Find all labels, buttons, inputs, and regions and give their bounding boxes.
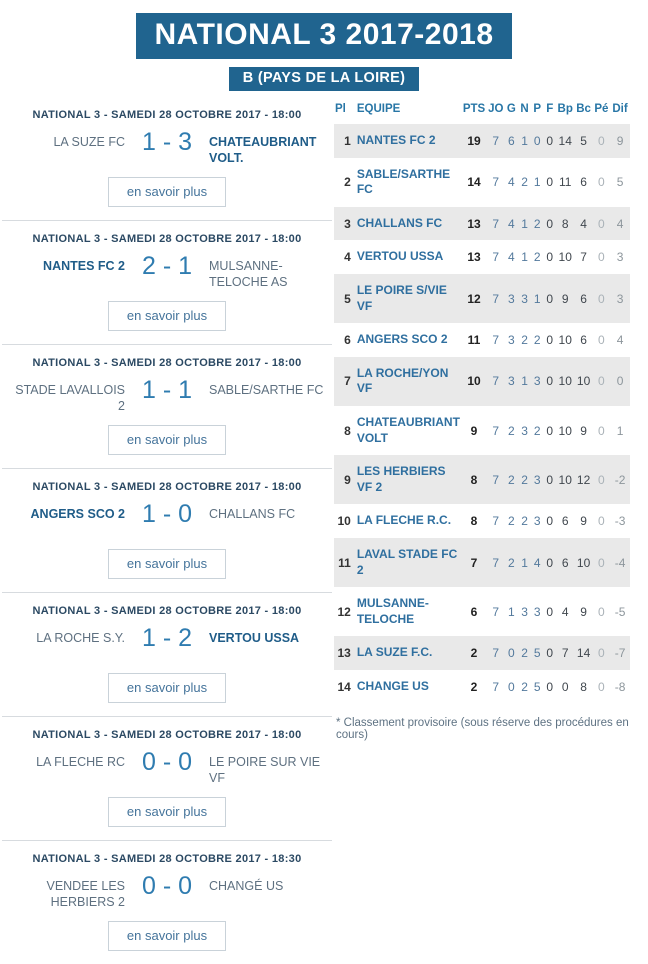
team-link-cell[interactable]: LA SUZE F.C. xyxy=(356,645,433,660)
match-card xyxy=(2,841,332,951)
team-link-cell[interactable]: CHALLANS FC xyxy=(356,215,443,230)
stat-cell-pl: 12 xyxy=(337,604,351,619)
match-score: 2 - 1 xyxy=(141,252,193,280)
match-heading: NATIONAL 3 - SAMEDI 28 OCTOBRE 2017 - 18:00 xyxy=(32,109,302,121)
stat-cell-p: 2 xyxy=(533,250,541,265)
stat-cell-p: 2 xyxy=(533,332,541,347)
team-link-cell[interactable]: CHANGE US xyxy=(356,678,429,693)
stat-cell-dif: -3 xyxy=(614,514,626,529)
team-link-cell[interactable]: ANGERS SCO 2 xyxy=(356,332,448,347)
stat-cell-bp: 10 xyxy=(558,472,572,487)
stat-cell-bc: 6 xyxy=(580,175,587,190)
stat-cell-pe: 0 xyxy=(598,216,605,231)
stat-cell-g: 3 xyxy=(507,374,515,389)
stat-cell-p: 3 xyxy=(533,604,541,619)
away-team-name: CHATEAUBRIANT VOLT. xyxy=(209,135,317,166)
match-heading: NATIONAL 3 - SAMEDI 28 OCTOBRE 2017 - 18:00 xyxy=(32,357,302,369)
stat-cell-pl: 3 xyxy=(344,216,351,231)
match-score: 0 - 0 xyxy=(141,872,193,900)
stat-cell-g: 4 xyxy=(507,175,515,190)
team-link-cell[interactable]: LAVAL STADE FC 2 xyxy=(356,546,458,577)
away-team-name: CHANGÉ US xyxy=(209,879,284,893)
stat-cell-jo: 7 xyxy=(492,250,500,265)
stat-cell-dif: -4 xyxy=(614,555,626,570)
stat-cell-bp: 10 xyxy=(558,423,572,438)
team-link-cell[interactable]: VERTOU USSA xyxy=(356,249,444,264)
match-score: 1 - 2 xyxy=(141,624,193,652)
stat-cell-pts: 10 xyxy=(467,374,481,389)
stat-cell-dif: 4 xyxy=(616,332,624,347)
more-info-button[interactable]: en savoir plus xyxy=(108,301,226,331)
content-columns xyxy=(0,97,648,964)
stat-cell-p: 3 xyxy=(533,472,541,487)
match-score-row xyxy=(2,251,332,291)
stat-cell-bp: 6 xyxy=(561,514,569,529)
stat-cell-f: 0 xyxy=(546,175,554,190)
team-link-cell[interactable]: LE POIRE S/VIE VF xyxy=(356,282,447,313)
stat-cell-pl: 6 xyxy=(344,332,351,347)
stat-cell-g: 4 xyxy=(507,216,515,231)
match-heading: NATIONAL 3 - SAMEDI 28 OCTOBRE 2017 - 18:00 xyxy=(32,481,302,493)
match-results-column xyxy=(0,97,334,964)
stat-cell-g: 0 xyxy=(507,646,515,661)
match-card xyxy=(2,97,332,221)
stat-cell-n: 3 xyxy=(521,423,528,438)
match-score: 1 - 1 xyxy=(141,376,193,404)
table-row xyxy=(334,357,630,406)
table-row xyxy=(334,455,630,504)
col-header-jo: JO xyxy=(488,103,504,115)
stat-cell-n: 3 xyxy=(521,604,528,619)
stat-cell-pe: 0 xyxy=(598,423,605,438)
stat-cell-p: 1 xyxy=(533,175,541,190)
stat-cell-dif: 3 xyxy=(616,250,624,265)
stat-cell-dif: 1 xyxy=(616,423,624,438)
stat-cell-pe: 0 xyxy=(598,374,605,389)
match-score: 1 - 3 xyxy=(141,128,193,156)
table-row xyxy=(334,587,630,636)
table-row xyxy=(334,240,630,274)
stat-cell-pe: 0 xyxy=(598,604,605,619)
stat-cell-p: 0 xyxy=(533,133,541,148)
home-team-name: ANGERS SCO 2 xyxy=(30,507,125,521)
stat-cell-jo: 7 xyxy=(492,555,500,570)
away-team-name: VERTOU USSA xyxy=(209,631,300,645)
stat-cell-bc: 6 xyxy=(580,332,587,347)
stat-cell-bp: 4 xyxy=(561,604,569,619)
stat-cell-pl: 13 xyxy=(337,646,351,661)
stat-cell-bc: 9 xyxy=(580,604,587,619)
stat-cell-f: 0 xyxy=(546,472,554,487)
col-header-p: P xyxy=(533,103,542,115)
stat-cell-pts: 2 xyxy=(470,679,478,694)
table-row xyxy=(334,124,630,158)
match-score-row xyxy=(2,127,332,167)
stat-cell-pts: 8 xyxy=(470,472,478,487)
stat-cell-f: 0 xyxy=(546,216,554,231)
stat-cell-g: 2 xyxy=(507,423,515,438)
stat-cell-pl: 4 xyxy=(344,250,351,265)
table-row xyxy=(334,636,630,670)
header xyxy=(0,0,648,59)
group-title: B (PAYS DE LA LOIRE) xyxy=(229,67,420,91)
stat-cell-pts: 6 xyxy=(470,604,478,619)
stat-cell-n: 1 xyxy=(521,216,528,231)
stat-cell-bp: 14 xyxy=(558,133,572,148)
stat-cell-jo: 7 xyxy=(492,216,500,231)
stat-cell-dif: -7 xyxy=(614,646,626,661)
stat-cell-n: 1 xyxy=(521,555,528,570)
stat-cell-pts: 14 xyxy=(467,175,481,190)
table-row xyxy=(334,207,630,241)
stat-cell-bp: 10 xyxy=(558,332,572,347)
more-info-button[interactable]: en savoir plus xyxy=(108,797,226,827)
stat-cell-f: 0 xyxy=(546,555,554,570)
stat-cell-jo: 7 xyxy=(492,374,500,389)
col-header-pe: Pé xyxy=(594,103,609,115)
more-info-button[interactable]: en savoir plus xyxy=(108,921,226,951)
stat-cell-bc: 9 xyxy=(580,423,587,438)
stat-cell-bp: 9 xyxy=(561,291,569,306)
home-team-name: NANTES FC 2 xyxy=(43,259,125,273)
standings-table xyxy=(334,97,630,703)
stat-cell-g: 0 xyxy=(507,679,515,694)
stat-cell-bc: 5 xyxy=(580,133,587,148)
table-row xyxy=(334,538,630,587)
match-score-row xyxy=(2,499,332,539)
stat-cell-pts: 11 xyxy=(467,332,481,347)
stat-cell-pl: 10 xyxy=(337,514,351,529)
stat-cell-jo: 7 xyxy=(492,646,500,661)
stat-cell-n: 2 xyxy=(521,514,528,529)
stat-cell-bc: 4 xyxy=(580,216,587,231)
stat-cell-p: 5 xyxy=(533,646,541,661)
stat-cell-pts: 13 xyxy=(467,216,481,231)
stat-cell-p: 2 xyxy=(533,423,541,438)
page-title: NATIONAL 3 2017-2018 xyxy=(136,13,511,59)
away-team-name: SABLE/SARTHE FC xyxy=(209,383,324,397)
stat-cell-n: 1 xyxy=(521,133,528,148)
stat-cell-pts: 2 xyxy=(470,646,478,661)
table-row xyxy=(334,323,630,357)
stat-cell-dif: 4 xyxy=(616,216,624,231)
stat-cell-jo: 7 xyxy=(492,291,500,306)
col-header-n: N xyxy=(520,103,529,115)
stat-cell-g: 6 xyxy=(507,133,515,148)
table-footnote: * Classement provisoire (sous réserve des procédures en cours) xyxy=(336,717,629,742)
stat-cell-jo: 7 xyxy=(492,133,500,148)
stat-cell-bc: 8 xyxy=(580,679,587,694)
table-row xyxy=(334,670,630,704)
match-card xyxy=(2,221,332,345)
stat-cell-p: 4 xyxy=(533,555,541,570)
stat-cell-n: 2 xyxy=(521,679,528,694)
stat-cell-dif: 5 xyxy=(616,175,624,190)
away-team-name: MULSANNE-TELOCHE AS xyxy=(209,259,288,290)
stat-cell-g: 3 xyxy=(507,291,515,306)
stat-cell-p: 2 xyxy=(533,216,541,231)
stat-cell-pl: 8 xyxy=(344,423,351,438)
stat-cell-f: 0 xyxy=(546,514,554,529)
stat-cell-pts: 12 xyxy=(467,291,481,306)
stat-cell-f: 0 xyxy=(546,291,554,306)
more-button-wrap xyxy=(2,921,332,951)
stat-cell-n: 1 xyxy=(521,374,528,389)
match-score: 1 - 0 xyxy=(141,500,193,528)
stat-cell-jo: 7 xyxy=(492,332,500,347)
stat-cell-bc: 7 xyxy=(580,250,587,265)
stat-cell-pts: 7 xyxy=(470,555,478,570)
stat-cell-g: 2 xyxy=(507,472,515,487)
stat-cell-f: 0 xyxy=(546,604,554,619)
stat-cell-pl: 14 xyxy=(337,679,351,694)
stat-cell-n: 2 xyxy=(521,646,528,661)
team-link-cell[interactable]: SABLE/SARTHE FC xyxy=(356,166,451,197)
stat-cell-g: 3 xyxy=(507,332,515,347)
stat-cell-f: 0 xyxy=(546,374,554,389)
match-heading: NATIONAL 3 - SAMEDI 28 OCTOBRE 2017 - 18:00 xyxy=(32,729,302,741)
stat-cell-n: 2 xyxy=(521,332,528,347)
match-heading: NATIONAL 3 - SAMEDI 28 OCTOBRE 2017 - 18:30 xyxy=(32,853,302,865)
match-score-row xyxy=(2,623,332,663)
stat-cell-dif: 9 xyxy=(616,133,624,148)
team-link-cell[interactable]: NANTES FC 2 xyxy=(356,133,436,147)
more-button-wrap xyxy=(2,673,332,703)
more-button-wrap xyxy=(2,425,332,455)
stat-cell-dif: 0 xyxy=(616,374,624,389)
stat-cell-dif: 3 xyxy=(616,291,624,306)
stat-cell-bc: 14 xyxy=(576,646,591,661)
stat-cell-pe: 0 xyxy=(598,679,605,694)
stat-cell-pl: 2 xyxy=(344,175,351,190)
stat-cell-pe: 0 xyxy=(598,555,605,570)
table-row xyxy=(334,158,630,207)
stat-cell-n: 2 xyxy=(521,472,528,487)
stat-cell-pe: 0 xyxy=(598,133,605,148)
stat-cell-f: 0 xyxy=(546,250,554,265)
subheader xyxy=(0,67,648,91)
col-header-team: EQUIPE xyxy=(356,103,401,115)
stat-cell-g: 1 xyxy=(507,604,515,619)
team-link-cell[interactable]: MULSANNE-TELOCHE xyxy=(356,596,429,626)
team-link-cell[interactable]: LA ROCHE/YON VF xyxy=(356,365,449,396)
stat-cell-dif: -2 xyxy=(614,472,626,487)
stat-cell-p: 3 xyxy=(533,374,541,389)
stat-cell-n: 3 xyxy=(521,291,528,306)
match-card xyxy=(2,717,332,841)
away-team-name: CHALLANS FC xyxy=(209,507,296,521)
stat-cell-g: 2 xyxy=(507,555,515,570)
stat-cell-pts: 13 xyxy=(467,250,481,265)
match-heading: NATIONAL 3 - SAMEDI 28 OCTOBRE 2017 - 18:00 xyxy=(32,605,302,617)
home-team-name: LA ROCHE S.Y. xyxy=(36,631,125,645)
stat-cell-pts: 19 xyxy=(467,133,481,148)
col-header-dif: Dif xyxy=(612,103,628,115)
stat-cell-bp: 8 xyxy=(561,216,569,231)
stat-cell-f: 0 xyxy=(546,133,554,148)
stat-cell-pl: 11 xyxy=(338,555,351,570)
stat-cell-pe: 0 xyxy=(598,514,605,529)
stat-cell-bp: 7 xyxy=(561,646,569,661)
more-info-button[interactable]: en savoir plus xyxy=(108,425,226,455)
table-row xyxy=(334,406,630,455)
stat-cell-dif: -5 xyxy=(614,604,626,619)
stat-cell-pl: 7 xyxy=(344,374,351,389)
more-info-button[interactable]: en savoir plus xyxy=(108,177,226,207)
match-score-row xyxy=(2,871,332,911)
team-link-cell[interactable]: CHATEAUBRIANT VOLT xyxy=(356,414,460,445)
stat-cell-bc: 10 xyxy=(576,374,591,389)
match-card xyxy=(2,593,332,717)
stat-cell-bp: 10 xyxy=(558,250,572,265)
stat-cell-n: 1 xyxy=(521,250,528,265)
team-link-cell[interactable]: LES HERBIERS VF 2 xyxy=(356,464,446,494)
match-score: 0 - 0 xyxy=(141,748,193,776)
match-score-row xyxy=(2,375,332,415)
table-row xyxy=(334,274,630,323)
stat-cell-jo: 7 xyxy=(492,514,500,529)
more-info-button[interactable]: en savoir plus xyxy=(108,549,226,579)
stat-cell-pts: 9 xyxy=(470,423,478,438)
stat-cell-g: 4 xyxy=(507,250,515,265)
standings-column xyxy=(334,97,648,741)
stat-cell-bp: 6 xyxy=(561,555,569,570)
col-header-f: F xyxy=(546,103,554,115)
stat-cell-pe: 0 xyxy=(598,646,605,661)
stat-cell-n: 2 xyxy=(521,175,528,190)
col-header-bp: Bp xyxy=(557,103,573,115)
stat-cell-jo: 7 xyxy=(492,472,500,487)
more-button-wrap xyxy=(2,549,332,579)
col-header-pl: Pl xyxy=(335,103,346,115)
table-header-row xyxy=(334,97,630,124)
stat-cell-pl: 1 xyxy=(344,133,351,148)
stat-cell-pl: 9 xyxy=(344,472,351,487)
stat-cell-pe: 0 xyxy=(598,175,605,190)
stat-cell-bc: 10 xyxy=(576,555,591,570)
stat-cell-f: 0 xyxy=(546,423,554,438)
more-button-wrap xyxy=(2,301,332,331)
stat-cell-f: 0 xyxy=(546,332,554,347)
home-team-name: VENDEE LES HERBIERS 2 xyxy=(46,879,125,910)
table-row xyxy=(334,504,630,538)
stat-cell-jo: 7 xyxy=(492,679,500,694)
stat-cell-pe: 0 xyxy=(598,332,605,347)
stat-cell-bc: 12 xyxy=(576,472,591,487)
stat-cell-g: 2 xyxy=(507,514,515,529)
stat-cell-p: 1 xyxy=(533,291,541,306)
match-heading: NATIONAL 3 - SAMEDI 28 OCTOBRE 2017 - 18:00 xyxy=(32,233,302,245)
stat-cell-bp: 11 xyxy=(558,175,572,190)
stat-cell-jo: 7 xyxy=(492,604,500,619)
home-team-name: STADE LAVALLOIS 2 xyxy=(15,383,125,414)
home-team-name: LA FLECHE RC xyxy=(36,755,125,769)
away-team-name: LE POIRE SUR VIE VF xyxy=(209,755,321,786)
home-team-name: LA SUZE FC xyxy=(53,135,125,149)
stat-cell-bc: 6 xyxy=(580,291,587,306)
more-button-wrap xyxy=(2,797,332,827)
stat-cell-p: 5 xyxy=(533,679,541,694)
match-score-row xyxy=(2,747,332,787)
stat-cell-f: 0 xyxy=(546,679,554,694)
match-card xyxy=(2,345,332,469)
col-header-pts: PTS xyxy=(462,103,486,115)
stat-cell-bc: 9 xyxy=(580,514,587,529)
more-info-button[interactable]: en savoir plus xyxy=(108,673,226,703)
stat-cell-bp: 0 xyxy=(561,679,569,694)
stat-cell-jo: 7 xyxy=(492,175,500,190)
col-header-bc: Bc xyxy=(576,103,591,115)
stat-cell-p: 3 xyxy=(533,514,541,529)
match-card xyxy=(2,469,332,593)
col-header-g: G xyxy=(506,103,516,115)
stat-cell-bp: 10 xyxy=(558,374,572,389)
stat-cell-pe: 0 xyxy=(598,250,605,265)
stat-cell-dif: -8 xyxy=(614,679,626,694)
stat-cell-pts: 8 xyxy=(470,514,478,529)
stat-cell-jo: 7 xyxy=(492,423,500,438)
stat-cell-pe: 0 xyxy=(598,291,605,306)
team-link-cell[interactable]: LA FLECHE R.C. xyxy=(356,513,452,528)
stat-cell-pe: 0 xyxy=(598,472,605,487)
more-button-wrap xyxy=(2,177,332,207)
stat-cell-f: 0 xyxy=(546,646,554,661)
stat-cell-pl: 5 xyxy=(344,291,351,306)
